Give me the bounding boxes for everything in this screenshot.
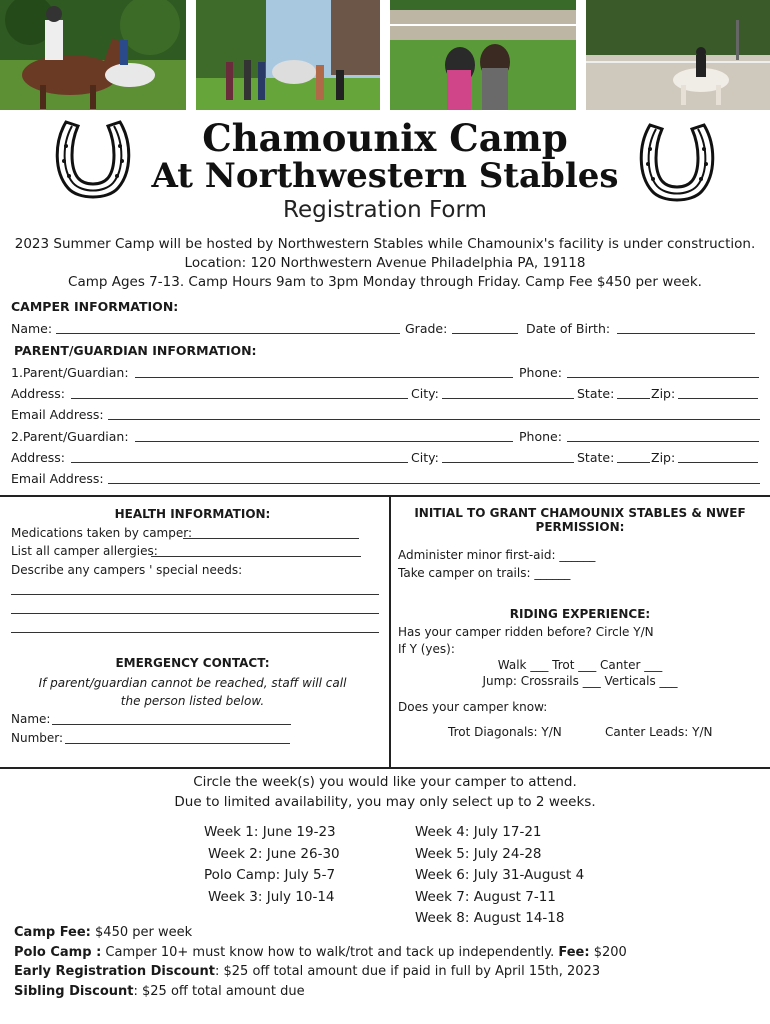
sibling-discount-line <box>14 983 305 1000</box>
address1-label: Address: <box>11 386 65 401</box>
polo-fee-line <box>14 944 627 961</box>
email2-label: Email Address: <box>11 471 104 486</box>
medications-label: Medications taken by camper: <box>11 526 193 540</box>
title-line-1: Chamounix Camp <box>202 116 568 160</box>
address2-label: Address: <box>11 450 65 465</box>
camp-fee-value: $450 per week <box>90 925 193 940</box>
polo-fee-value: $200 <box>589 945 627 960</box>
permission-heading-2: PERMISSION: <box>535 520 625 534</box>
grade-label: Grade: <box>405 321 448 336</box>
emergency-number-field[interactable] <box>65 743 290 744</box>
if-yes-label: If Y (yes): <box>398 642 455 656</box>
intro-line-3: Camp Ages 7-13. Camp Hours 9am to 3pm Monday through Friday. Camp Fee $450 per week. <box>68 274 702 290</box>
phone1-field[interactable] <box>567 377 759 378</box>
week-option[interactable]: Week 2: June 26-30 <box>208 846 340 862</box>
intro-line-1: 2023 Summer Camp will be hosted by Northwestern Stables while Chamounix's facility is under construction. <box>14 236 756 252</box>
emergency-name-field[interactable] <box>52 724 291 725</box>
week-option[interactable]: Week 5: July 24-28 <box>415 846 542 862</box>
camper-heading: CAMPER INFORMATION: <box>11 299 179 314</box>
week-option[interactable]: Week 3: July 10-14 <box>208 889 335 905</box>
email1-label: Email Address: <box>11 407 104 422</box>
address2-field[interactable] <box>71 462 408 463</box>
phone1-label: Phone: <box>519 365 562 380</box>
intro-line-2: Location: 120 Northwestern Avenue Philadelphia PA, 19118 <box>184 255 586 271</box>
gaits-line[interactable]: Walk ___ Trot ___ Canter ___ <box>497 658 663 672</box>
week-option[interactable]: Week 6: July 31-August 4 <box>415 867 585 883</box>
title-line-2: At Northwestern Stables <box>151 156 619 196</box>
early-text: : $25 off total amount due if paid in full by April 15th, 2023 <box>214 964 601 979</box>
week-option[interactable]: Week 4: July 17-21 <box>415 824 542 840</box>
early-label: Early Registration Discount <box>14 964 215 979</box>
trails-initial[interactable]: Take camper on trails: ______ <box>398 566 571 580</box>
city1-label: City: <box>411 386 439 401</box>
phone2-label: Phone: <box>519 429 562 444</box>
sibling-text: : $25 off total amount due <box>133 984 305 999</box>
state1-label: State: <box>577 386 615 401</box>
special-needs-label: Describe any campers ' special needs: <box>11 563 243 577</box>
week-option[interactable]: Polo Camp: July 5-7 <box>204 867 336 883</box>
polo-fee-label: Fee: <box>558 945 590 960</box>
guardian2-field[interactable] <box>135 441 513 442</box>
permission-heading-1: INITIAL TO GRANT CHAMOUNIX STABLES & NWEF <box>414 506 746 520</box>
dob-field[interactable] <box>617 333 755 334</box>
weeks-instruction-1: Circle the week(s) you would like your camper to attend. <box>193 774 577 790</box>
sibling-label: Sibling Discount <box>14 984 134 999</box>
week-option[interactable]: Week 1: June 19-23 <box>204 824 336 840</box>
health-heading: HEALTH INFORMATION: <box>114 507 271 521</box>
allergies-label: List all camper allergies: <box>11 544 158 558</box>
know-question: Does your camper know: <box>398 700 548 714</box>
allergies-field[interactable] <box>151 556 361 557</box>
polo-label: Polo Camp : <box>14 945 102 960</box>
guardian1-label: 1.Parent/Guardian: <box>11 365 129 380</box>
camper-name-field[interactable] <box>56 333 400 334</box>
emergency-heading: EMERGENCY CONTACT: <box>115 656 270 670</box>
address1-field[interactable] <box>71 398 408 399</box>
week-option[interactable]: Week 7: August 7-11 <box>415 889 556 905</box>
special-needs-line-1[interactable] <box>11 594 379 595</box>
dob-label: Date of Birth: <box>526 321 611 336</box>
zip2-label: Zip: <box>651 450 676 465</box>
riding-heading: RIDING EXPERIENCE: <box>509 607 651 621</box>
ridden-before-question[interactable]: Has your camper ridden before? Circle Y/N <box>398 625 654 639</box>
polo-text: Camper 10+ must know how to walk/trot and tack up independently. <box>101 945 559 960</box>
state2-field[interactable] <box>617 462 650 463</box>
section-divider-top <box>0 495 770 497</box>
photo-rider-on-horse <box>0 0 186 110</box>
early-discount-line <box>14 963 600 980</box>
canter-leads[interactable]: Canter Leads: Y/N <box>605 725 713 739</box>
camp-fee-line <box>14 924 192 941</box>
camper-name-label: Name: <box>11 321 53 336</box>
guardian1-field[interactable] <box>135 377 513 378</box>
photo-rider-in-arena <box>586 0 770 110</box>
week-option[interactable]: Week 8: August 14-18 <box>415 910 565 926</box>
first-aid-initial[interactable]: Administer minor first-aid: ______ <box>398 548 596 562</box>
camp-fee-label: Camp Fee: <box>14 925 91 940</box>
emergency-number-label: Number: <box>11 731 64 745</box>
city2-label: City: <box>411 450 439 465</box>
medications-field[interactable] <box>183 538 359 539</box>
jumps-line[interactable]: Jump: Crossrails ___ Verticals ___ <box>482 674 678 688</box>
subtitle: Registration Form <box>283 197 487 223</box>
parent-heading: PARENT/GUARDIAN INFORMATION: <box>14 343 257 358</box>
emergency-note-2: the person listed below. <box>120 694 265 708</box>
weeks-instruction-2: Due to limited availability, you may only select up to 2 weeks. <box>174 794 596 810</box>
emergency-note-1: If parent/guardian cannot be reached, staff will call <box>38 676 347 690</box>
zip1-field[interactable] <box>678 398 758 399</box>
email2-field[interactable] <box>108 483 760 484</box>
grade-field[interactable] <box>452 333 518 334</box>
guardian2-label: 2.Parent/Guardian: <box>11 429 129 444</box>
section-divider-bottom <box>0 767 770 769</box>
state1-field[interactable] <box>617 398 650 399</box>
city2-field[interactable] <box>442 462 574 463</box>
photo-two-kids-at-arena <box>390 0 576 110</box>
photo-group-with-horse <box>196 0 380 110</box>
emergency-name-label: Name: <box>11 712 51 726</box>
trot-diagonals[interactable]: Trot Diagonals: Y/N <box>448 725 562 739</box>
special-needs-line-3[interactable] <box>11 632 379 633</box>
zip1-label: Zip: <box>651 386 676 401</box>
zip2-field[interactable] <box>678 462 758 463</box>
state2-label: State: <box>577 450 615 465</box>
special-needs-line-2[interactable] <box>11 613 379 614</box>
city1-field[interactable] <box>442 398 574 399</box>
section-divider-vertical <box>389 495 391 767</box>
phone2-field[interactable] <box>567 441 759 442</box>
email1-field[interactable] <box>108 419 760 420</box>
